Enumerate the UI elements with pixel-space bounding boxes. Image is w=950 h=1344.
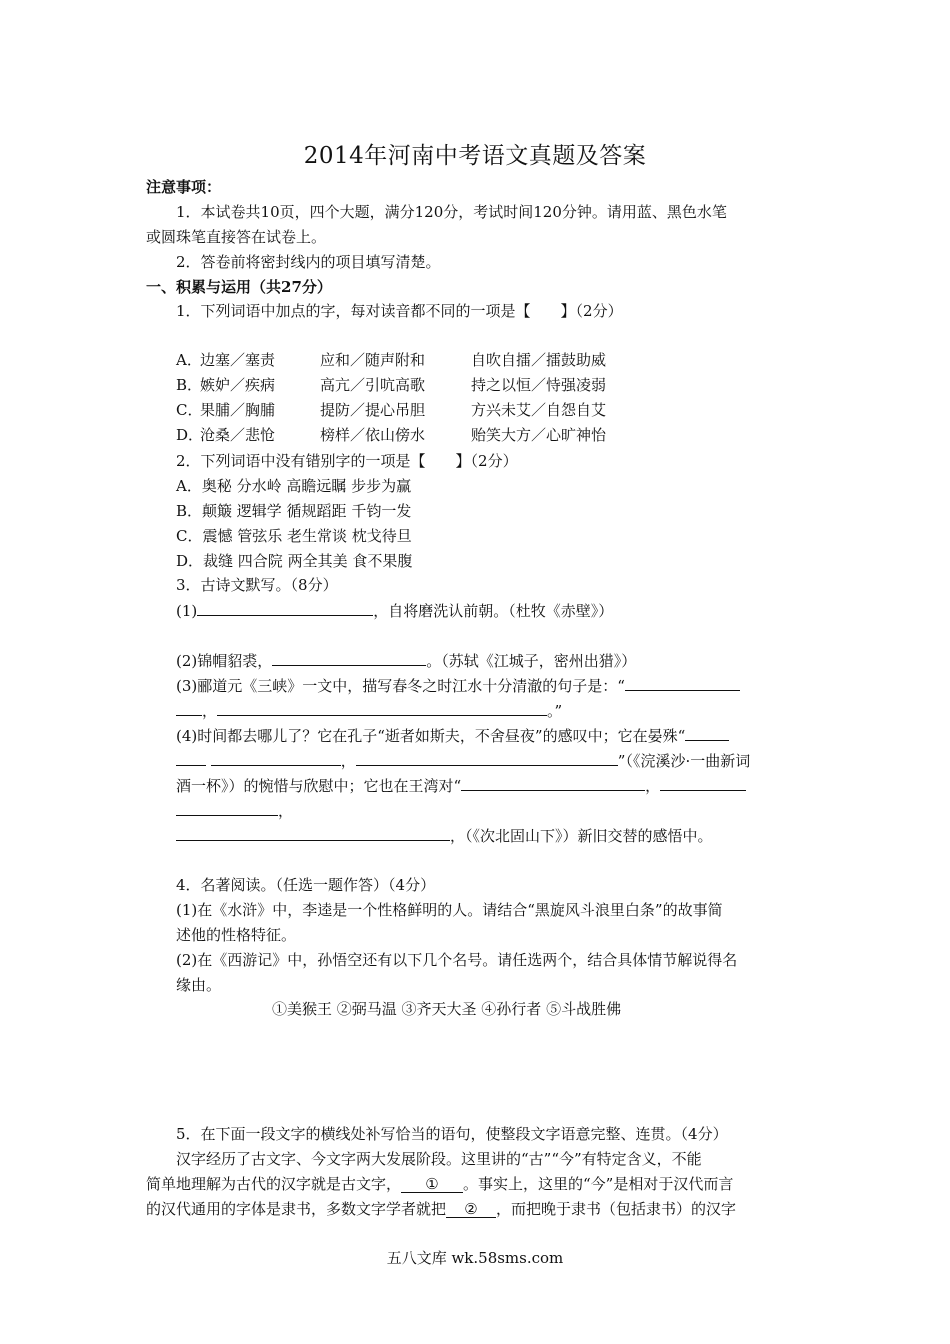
q3-item-4 (176, 724, 729, 747)
q2-option-d: D．裁缝 四合院 两全其美 食不果腹 (176, 552, 413, 570)
q3-item-3-text: (3)郦道元《三峡》一文中，描写春冬之时江水十分清澈的句子是：“ (176, 677, 625, 695)
q5-passage-line (146, 1198, 736, 1220)
q1-option-col3: 持之以恒／恃强凌弱 (471, 376, 607, 394)
q1-option-label: A． (176, 351, 202, 369)
answer-blank[interactable] (685, 724, 729, 741)
notice-item-1-cont: 或圆珠笔直接答在试卷上。 (146, 228, 327, 246)
notice-item-1: 1．本试卷共10页，四个大题，满分120分，考试时间120分钟。请用蓝、黑色水笔 (176, 203, 727, 221)
section-heading: 一、积累与运用（共27分） (146, 278, 332, 296)
q1-option-col2: 高亢／引吭高歌 (320, 376, 426, 394)
q4-name-list: ①美猴王 ②弼马温 ③齐天大圣 ④孙行者 ⑤斗战胜佛 (272, 1000, 622, 1018)
q1-option-label: C． (176, 401, 203, 419)
answer-blank[interactable] (197, 599, 373, 616)
question-5-stem: 5．在下面一段文字的横线处补写恰当的语句，使整段文字语意完整、连贯。（4分） (176, 1125, 728, 1143)
q3-item-4-text-c: 酒一杯》）的惋惜与欣慰中；它也在王湾对“ (176, 777, 462, 795)
question-3-stem: 3．古诗文默写。（8分） (176, 576, 338, 594)
q3-item-1 (176, 599, 613, 622)
q3-item-4-cont: ， ”（《浣溪沙·一曲新词 (176, 749, 750, 772)
q1-option-col3: 自吹自擂／擂鼓助威 (471, 351, 607, 369)
notice-heading: 注意事项： (146, 178, 222, 196)
answer-blank[interactable] (272, 649, 426, 666)
q5-passage-line: 汉字经历了古文字、今文字两大发展阶段。这里讲的“古”“今”有特定含义，不能 (176, 1150, 702, 1168)
q1-option-label: B． (176, 376, 203, 394)
q2-option-c: C．震憾 管弦乐 老生常谈 枕戈待旦 (176, 527, 412, 545)
q3-item-2-text-b: 。（苏轼《江城子，密州出猎》） (426, 652, 637, 670)
q1-option-col1: 边塞／塞责 (200, 351, 276, 369)
question-4-stem: 4．名著阅读。（任选一题作答）（4分） (176, 876, 436, 894)
q1-option-col3: 贻笑大方／心旷神怡 (471, 426, 607, 444)
answer-blank[interactable] (217, 699, 547, 716)
answer-blank-1[interactable]: ① (401, 1176, 463, 1193)
notice-item-2: 2．答卷前将密封线内的项目填写清楚。 (176, 253, 441, 271)
q4-item-1: (1)在《水浒》中，李逵是一个性格鲜明的人。请结合“黑旋风斗浪里白条”的故事简 (176, 901, 723, 919)
answer-blank[interactable] (625, 674, 740, 691)
q5-text: ，而把晚于隶书（包括隶书）的汉字 (496, 1200, 737, 1218)
q5-text: 。事实上，这里的“今”是相对于汉代而言 (463, 1175, 734, 1193)
answer-blank[interactable] (176, 749, 206, 766)
q3-item-2 (176, 649, 636, 672)
q3-item-1-number: (1) (176, 602, 198, 620)
q2-option-a: A．奥秘 分水岭 高瞻远瞩 步步为赢 (176, 477, 412, 495)
answer-blank-2[interactable]: ② (446, 1201, 496, 1218)
q2-option-b: B．颠簸 逻辑学 循规蹈距 千钧一发 (176, 502, 412, 520)
q1-option-col2: 应和／随声附和 (320, 351, 426, 369)
q4-item-2: (2)在《西游记》中，孙悟空还有以下几个名号。请任选两个，结合具体情节解说得名 (176, 951, 738, 969)
answer-blank[interactable] (176, 799, 278, 816)
q3-item-1-text: ，自将磨洗认前朝。（杜牧《赤壁》） (373, 602, 614, 620)
q3-item-4-text: (4)时间都去哪儿了？它在孔子“逝者如斯夫，不舍昼夜”的感叹中；它在晏殊“ (176, 727, 686, 745)
q5-passage-line (146, 1173, 733, 1195)
q1-option-col1: 嫉妒／疾病 (200, 376, 276, 394)
footer-watermark: 五八文库 wk.58sms.com (386, 1249, 564, 1267)
q1-option-col1: 果脯／胸脯 (200, 401, 276, 419)
q5-text: 简单地理解为古代的汉字就是古文字， (146, 1175, 402, 1193)
q3-item-4-line5 (176, 824, 713, 847)
answer-blank[interactable] (660, 774, 746, 791)
q1-option-col2: 榜样／依山傍水 (320, 426, 426, 444)
q5-text: 的汉代通用的字体是隶书，多数文字学者就把 (146, 1200, 447, 1218)
q3-item-3-end: 。” (547, 702, 563, 720)
question-1-stem: 1．下列词语中加点的字，每对读音都不同的一项是【 】（2分） (176, 302, 623, 320)
q3-item-4-end: ，（《次北固山下》）新旧交替的感悟中。 (450, 827, 713, 845)
answer-blank[interactable] (176, 824, 450, 841)
q3-item-4-line4: ， (176, 799, 293, 822)
q1-option-label: D． (176, 426, 204, 444)
question-2-stem: 2．下列词语中没有错别字的一项是【 】（2分） (176, 452, 518, 470)
answer-blank[interactable] (211, 749, 341, 766)
q3-item-4-source: ”（《浣溪沙·一曲新词 (617, 752, 751, 770)
q3-item-2-text-a: (2)锦帽貂裘， (176, 652, 273, 670)
q1-option-col1: 沧桑／悲怆 (200, 426, 276, 444)
answer-blank[interactable] (356, 749, 618, 766)
q4-item-2-cont: 缘由。 (176, 976, 222, 994)
answer-blank[interactable] (461, 774, 645, 791)
q1-option-col2: 提防／提心吊胆 (320, 401, 426, 419)
q4-item-1-cont: 述他的性格特征。 (176, 926, 297, 944)
q3-item-3 (176, 674, 740, 697)
page-title: 2014年河南中考语文真题及答案 (303, 143, 647, 169)
q1-option-col3: 方兴未艾／自怨自艾 (471, 401, 607, 419)
answer-blank[interactable] (176, 699, 202, 716)
q3-item-3-cont: ， 。” (176, 699, 562, 722)
q3-item-4-line3: 酒一杯》）的惋惜与欣慰中；它也在王湾对“ ， (176, 774, 746, 797)
